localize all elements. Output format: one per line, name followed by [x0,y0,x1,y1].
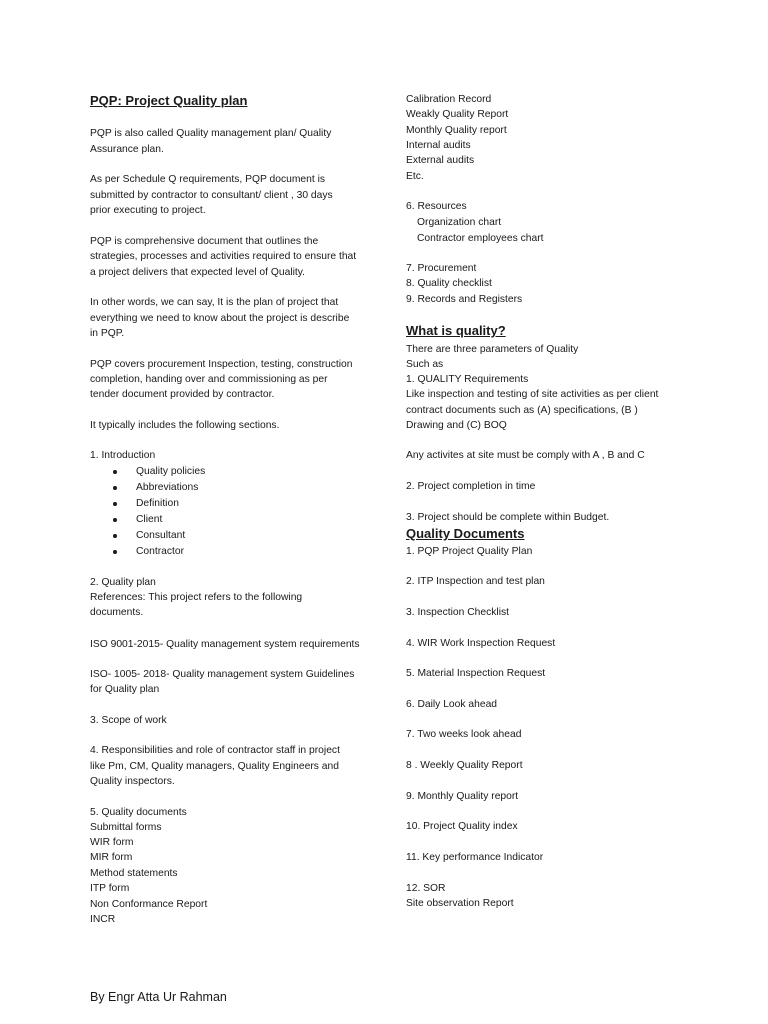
list-item: Site observation Report [406,898,514,909]
paragraph-line: Such as [406,359,444,370]
paragraph-line: Quality inspectors. [90,776,175,787]
section-heading: 8. Quality checklist [406,278,492,289]
list-item: Non Conformance Report [90,899,208,910]
list-item: Contractor employees chart [417,233,544,244]
list-item: 8 . Weekly Quality Report [406,760,523,771]
list-item: WIR form [90,837,134,848]
document-title: PQP: Project Quality plan [90,93,248,108]
paragraph-line: Drawing and (C) BOQ [406,420,507,431]
paragraph-line: In other words, we can say, It is the plan of project that [90,297,339,308]
paragraph-line: contract documents such as (A) specifications, (B ) [406,405,638,416]
list-item: 1. PQP Project Quality Plan [406,546,533,557]
list-item: 10. Project Quality index [406,821,518,832]
paragraph-line: PQP is also called Quality management plan/ Quality [90,128,332,139]
paragraph-line: References: This project refers to the following [90,592,303,603]
paragraph-line: in PQP. [90,328,125,339]
list-item: Internal audits [406,140,471,151]
paragraph-line: strategies, processes and activities required to ensure that [90,251,357,262]
paragraph-line: ISO 9001-2015- Quality management system requirements [90,639,360,650]
paragraph-line: PQP is comprehensive document that outlines the [90,236,319,247]
list-item: Monthly Quality report [406,125,507,136]
paragraph-line: There are three parameters of Quality [406,344,579,355]
list-item: INCR [90,914,116,925]
list-item: 3. Inspection Checklist [406,607,510,618]
list-item: External audits [406,155,475,166]
bullet-item: Quality policies [90,464,205,479]
paragraph-line: PQP covers procurement Inspection, testing, construction [90,359,353,370]
bullet-item: Client [90,512,162,527]
paragraph-line: submitted by contractor to consultant/ client , 30 days [90,190,333,201]
section-heading: 5. Quality documents [90,807,187,818]
paragraph-line: Any activites at site must be comply with A , B and C [406,450,645,461]
bullet-item: Definition [90,496,179,511]
section-heading: 3. Scope of work [90,715,167,726]
list-item: 9. Monthly Quality report [406,791,519,802]
paragraph-line: 1. QUALITY Requirements [406,374,529,385]
section-heading: 7. Procurement [406,263,477,274]
paragraph-line: It typically includes the following sections. [90,420,280,431]
paragraph-line: Like inspection and testing of site activities as per client [406,389,659,400]
paragraph-line: 4. Responsibilities and role of contractor staff in project [90,745,340,756]
list-item: Calibration Record [406,94,492,105]
list-item: Etc. [406,171,424,182]
section-heading: 1. Introduction [90,450,156,461]
paragraph-line: 2. Project completion in time [406,481,536,492]
section-heading: 9. Records and Registers [406,294,523,305]
list-item: 12. SOR [406,883,446,894]
paragraph-line: like Pm, CM, Quality managers, Quality Engineers and [90,761,339,772]
bullet-item: Contractor [90,544,184,559]
author-footer: By Engr Atta Ur Rahman [90,990,227,1004]
list-item: Weakly Quality Report [406,109,509,120]
list-item: MIR form [90,852,133,863]
paragraph-line: As per Schedule Q requirements, PQP document is [90,174,326,185]
list-item: 5. Material Inspection Request [406,668,546,679]
list-item: Method statements [90,868,178,879]
paragraph-line: for Quality plan [90,684,160,695]
paragraph-line: Assurance plan. [90,144,164,155]
what-is-quality-heading: What is quality? [406,323,506,338]
list-item: ITP form [90,883,130,894]
list-item: Organization chart [417,217,502,228]
paragraph-line: tender document provided by contractor. [90,389,275,400]
list-item: 4. WIR Work Inspection Request [406,638,556,649]
list-item: 6. Daily Look ahead [406,699,498,710]
quality-documents-heading: Quality Documents [406,526,525,541]
paragraph-line: completion, handing over and commissioning as per [90,374,328,385]
paragraph-line: a project delivers that expected level of Quality. [90,267,306,278]
bullet-item: Abbreviations [90,480,198,495]
list-item: 2. ITP Inspection and test plan [406,576,545,587]
list-item: Submittal forms [90,822,162,833]
list-item: 11. Key performance Indicator [406,852,544,863]
paragraph-line: ISO- 1005- 2018- Quality management system Guidelines [90,669,355,680]
list-item: 7. Two weeks look ahead [406,729,522,740]
paragraph-line: 3. Project should be complete within Budget. [406,512,610,523]
section-heading: 6. Resources [406,201,467,212]
paragraph-line: documents. [90,607,144,618]
paragraph-line: prior executing to project. [90,205,206,216]
paragraph-line: everything we need to know about the project is describe [90,313,350,324]
bullet-item: Consultant [90,528,185,543]
section-heading: 2. Quality plan [90,577,156,588]
